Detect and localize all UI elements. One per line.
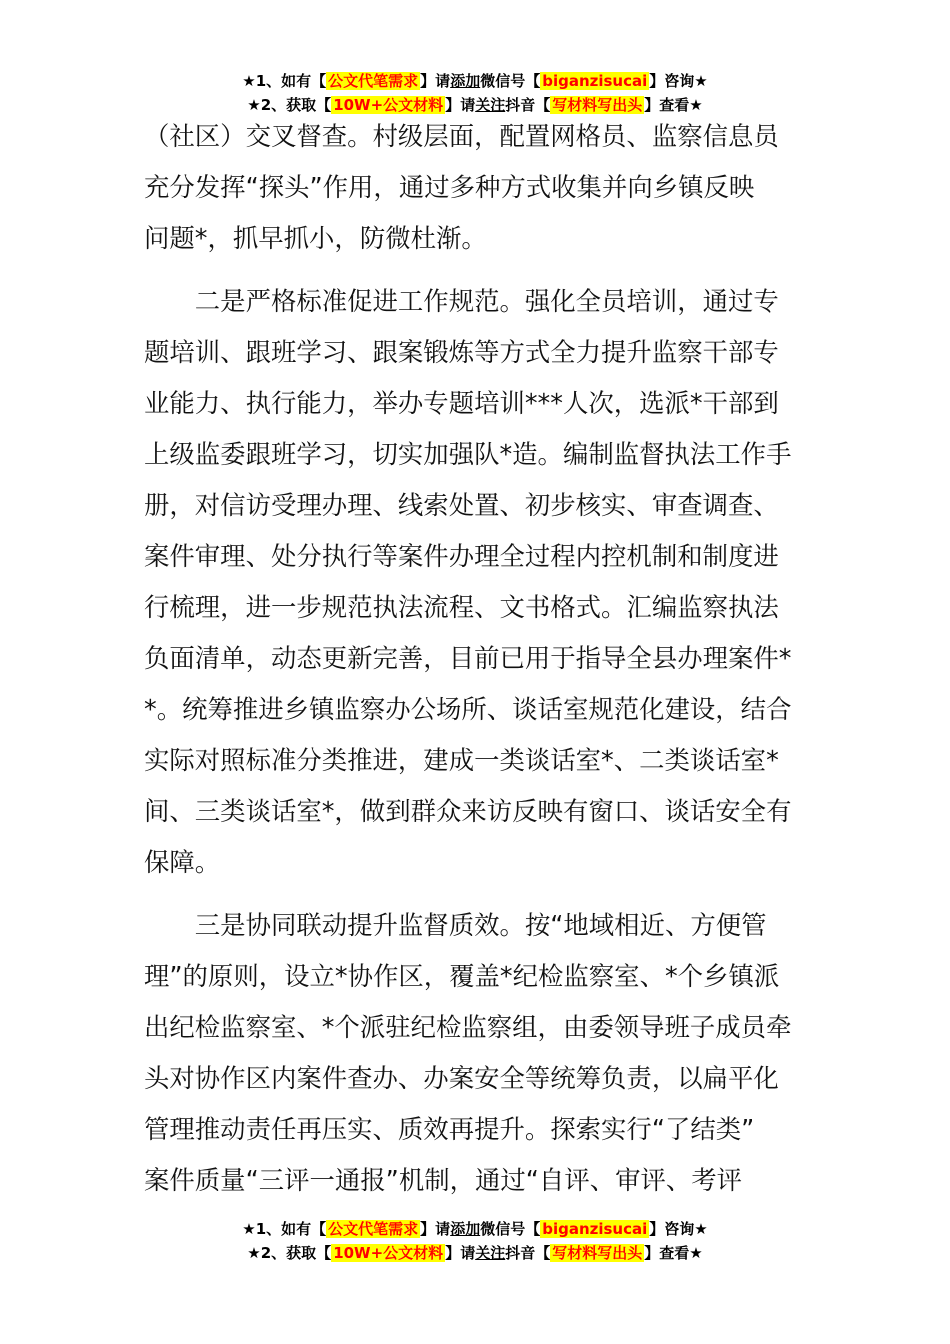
banner-text: ★2、获取【 (247, 96, 332, 114)
banner-text: 】咨询★ (649, 72, 708, 90)
text-line: 充分发挥“探头”作用，通过多种方式收集并向乡镇反映 (144, 172, 755, 202)
header-banner (0, 69, 950, 117)
highlight-text: 10W+公文材料 (333, 96, 444, 114)
text-line: 保障。 (144, 847, 221, 877)
paragraph-spacer (144, 888, 808, 900)
banner-text: 】查看★ (644, 96, 703, 114)
banner-line-1 (0, 1217, 950, 1241)
text-line: 业能力、执行能力，举办专题培训***人次，选派*干部到 (144, 388, 779, 418)
banner-text: 】请 (420, 1220, 451, 1238)
banner-line-1 (0, 69, 950, 93)
footer-banner (0, 1217, 950, 1265)
text-line: 上级监委跟班学习，切实加强队*造。编制监督执法工作手 (144, 439, 792, 469)
banner-text: 】查看★ (644, 1244, 703, 1262)
text-line: 出纪检监察室、*个派驻纪检监察组，由委领导班子成员牵 (144, 1012, 792, 1042)
highlight-text: 公文代笔需求 (328, 72, 419, 90)
text-line: 间、三类谈话室*，做到群众来访反映有窗口、谈话安全有 (144, 796, 792, 826)
highlight-text: 10W+公文材料 (333, 1244, 444, 1262)
banner-text: 抖音【 (505, 1244, 551, 1262)
text-line: （社区）交叉督查。村级层面，配置网格员、监察信息员 (144, 121, 779, 151)
text-line: 二是严格标准促进工作规范。强化全员培训，通过专 (144, 286, 779, 316)
highlight-text: biganzisucai (542, 72, 648, 90)
banner-text: 】请 (420, 72, 451, 90)
banner-text: 】请 (445, 1244, 476, 1262)
banner-text: ★1、如有【 (242, 72, 327, 90)
banner-text: ★2、获取【 (247, 1244, 332, 1262)
underlined-text: 关注 (475, 96, 506, 114)
text-line: 实际对照标准分类推进，建成一类谈话室*、二类谈话室* (144, 745, 779, 775)
text-line: 管理推动责任再压实、质效再提升。探索实行“了结类” (144, 1114, 755, 1144)
banner-text: 微信号【 (480, 72, 541, 90)
banner-line-2 (0, 1241, 950, 1265)
text-line: 头对协作区内案件查办、办案安全等统筹负责，以扁平化 (144, 1063, 779, 1093)
banner-text: 微信号【 (480, 1220, 541, 1238)
banner-text: 】请 (445, 96, 476, 114)
paragraph (144, 111, 808, 264)
text-line: 理”的原则，设立*协作区，覆盖*纪检监察室、*个乡镇派 (144, 961, 780, 991)
text-line: 问题*，抓早抓小，防微杜渐。 (144, 223, 487, 253)
text-line: 题培训、跟班学习、跟案锻炼等方式全力提升监察干部专 (144, 337, 779, 367)
banner-text: ★1、如有【 (242, 1220, 327, 1238)
highlight-text: 公文代笔需求 (328, 1220, 419, 1238)
text-line: 负面清单，动态更新完善，目前已用于指导全县办理案件* (144, 643, 792, 673)
highlight-text: 写材料写出头 (552, 96, 643, 114)
document-body (144, 111, 808, 1206)
paragraph (144, 276, 808, 888)
paragraph-spacer (144, 264, 808, 276)
text-line: *。统筹推进乡镇监察办公场所、谈话室规范化建设，结合 (144, 694, 792, 724)
text-line: 三是协同联动提升监督质效。按“地域相近、方便管 (144, 910, 767, 940)
text-line: 行梳理，进一步规范执法流程、文书格式。汇编监察执法 (144, 592, 779, 622)
paragraph (144, 900, 808, 1206)
underlined-text: 关注 (475, 1244, 506, 1262)
underlined-text: 添加 (450, 1220, 481, 1238)
banner-text: 】咨询★ (649, 1220, 708, 1238)
highlight-text: biganzisucai (542, 1220, 648, 1238)
text-line: 案件质量“三评一通报”机制，通过“自评、审评、考评 (144, 1165, 743, 1195)
text-line: 册，对信访受理办理、线索处置、初步核实、审查调查、 (144, 490, 779, 520)
banner-text: 抖音【 (505, 96, 551, 114)
underlined-text: 添加 (450, 72, 481, 90)
highlight-text: 写材料写出头 (552, 1244, 643, 1262)
text-line: 案件审理、处分执行等案件办理全过程内控机制和制度进 (144, 541, 779, 571)
